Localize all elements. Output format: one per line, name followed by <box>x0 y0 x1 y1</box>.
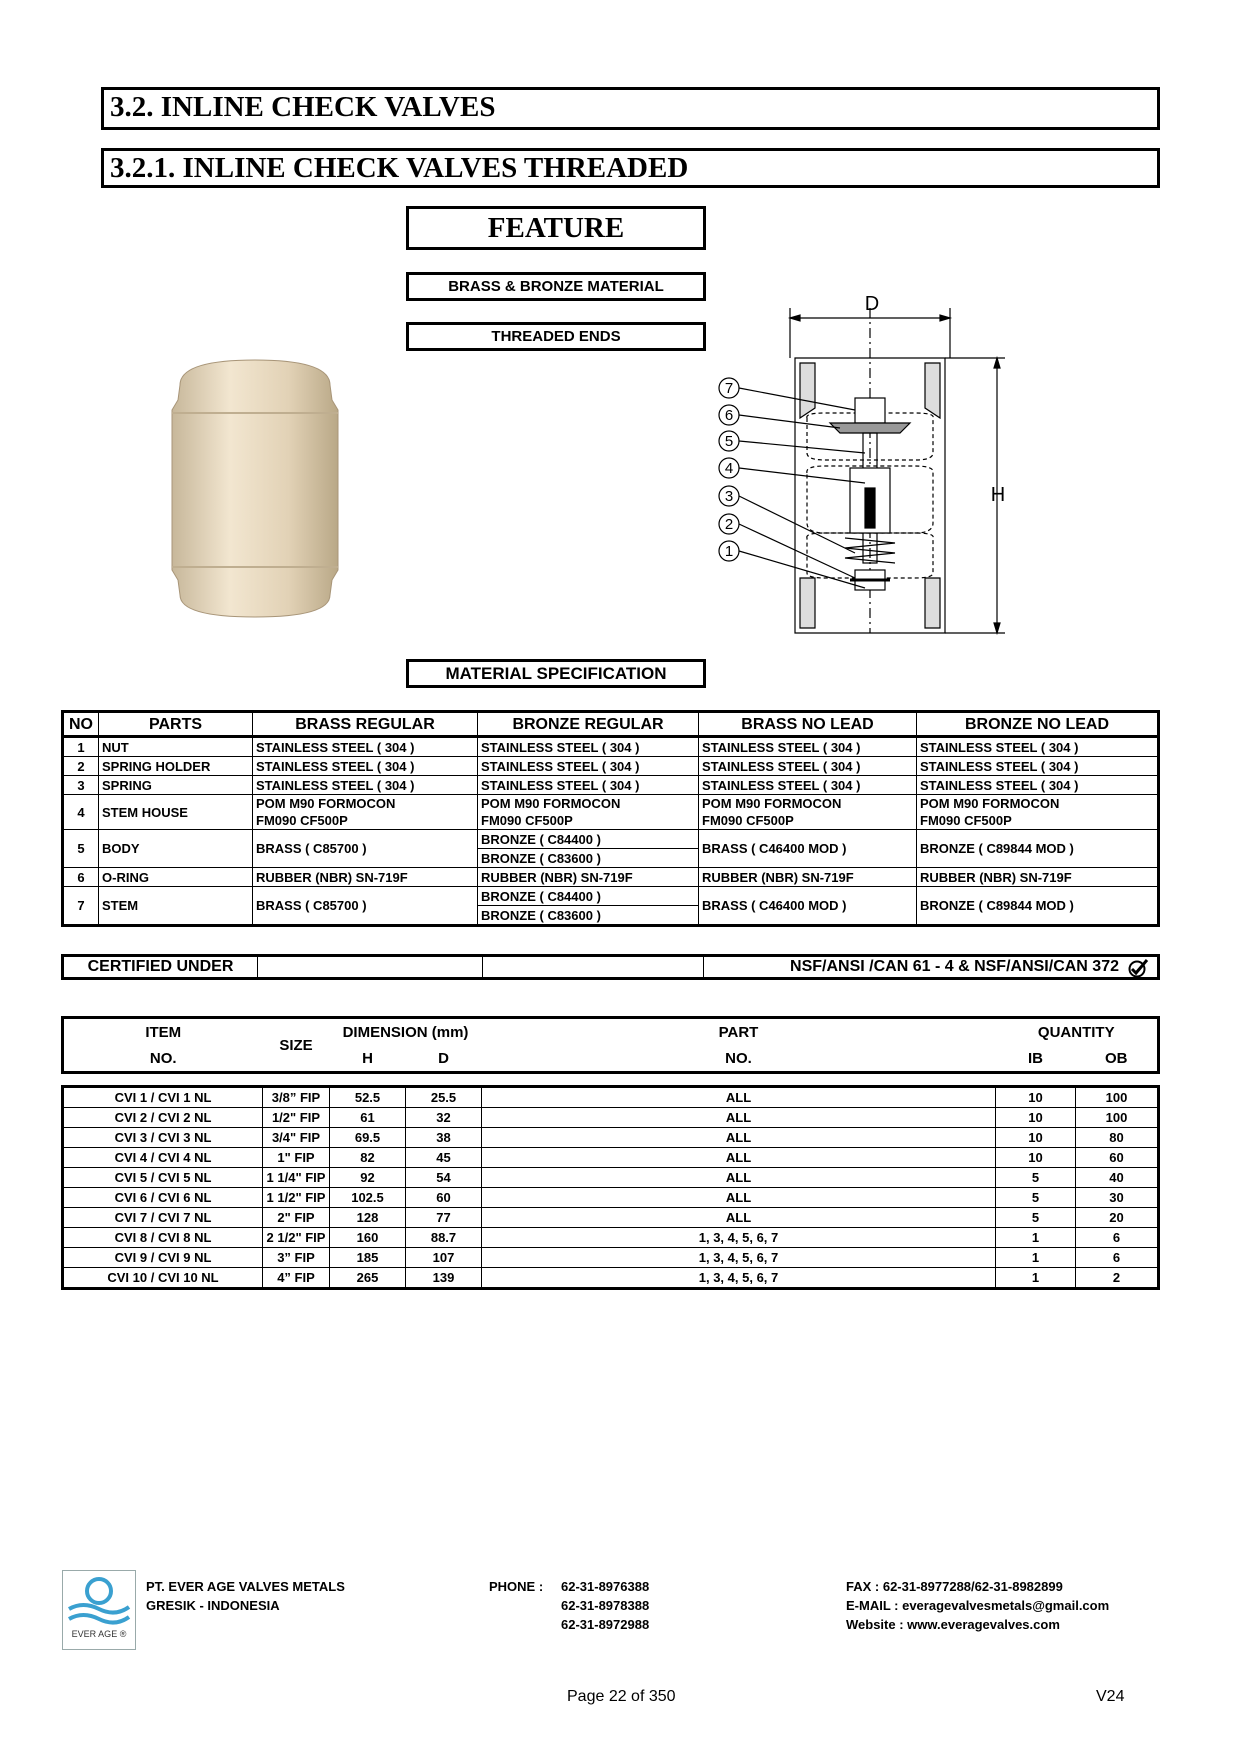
col-header-part: PART <box>718 1023 759 1041</box>
table-row: BRONZE ( C83600 ) <box>63 906 1159 926</box>
col-header-quantity: QUANTITY <box>1037 1023 1115 1041</box>
col-header-bronze-no-lead: BRONZE NO LEAD <box>917 712 1159 737</box>
phone-block <box>489 1577 649 1634</box>
section-heading: 3.2. INLINE CHECK VALVES <box>101 87 1160 130</box>
certified-label: CERTIFIED UNDER <box>63 956 258 979</box>
callout-7: 7 <box>724 380 734 397</box>
callout-2: 2 <box>724 516 734 533</box>
phone-number: 62-31-8972988 <box>561 1617 650 1632</box>
table-row: 3 SPRING STAINLESS STEEL ( 304 ) STAINLESS STEEL ( 304 ) STAINLESS STEEL ( 304 ) STAINLESS STEEL ( 304 ) <box>63 776 1159 795</box>
callout-3: 3 <box>724 488 734 505</box>
col-header-part-no: NO. <box>725 1049 752 1067</box>
col-header-item: ITEM <box>145 1023 182 1041</box>
col-header-item-no: NO. <box>149 1049 177 1067</box>
table-row: 7 STEM BRASS ( C85700 ) BRONZE ( C84400 ) BRASS ( C46400 MOD ) BRONZE ( C89844 MOD ) <box>63 887 1159 906</box>
dimension-d-label: D <box>864 293 880 315</box>
table-row: CVI 2 / CVI 2 NL 1/2" FIP 61 32 ALL 10 100 <box>63 1108 1159 1128</box>
col-header-brass-regular: BRASS REGULAR <box>253 712 478 737</box>
wave-logo-icon <box>63 1571 135 1629</box>
contact-block <box>846 1577 1109 1634</box>
dimension-h-label: H <box>990 484 1006 506</box>
page-number: Page 22 of 350 <box>567 1688 676 1705</box>
company-info <box>146 1577 345 1615</box>
callout-1: 1 <box>724 543 734 560</box>
callout-6: 6 <box>724 407 734 424</box>
table-row: 6 O-RING RUBBER (NBR) SN-719F RUBBER (NBR) SN-719F RUBBER (NBR) SN-719F RUBBER (NBR) SN-719F <box>63 868 1159 887</box>
email-link[interactable]: E-MAIL : everagevalvesmetals@gmail.com <box>846 1598 1110 1613</box>
callout-5: 5 <box>724 433 734 450</box>
table-row: 2 SPRING HOLDER STAINLESS STEEL ( 304 ) STAINLESS STEEL ( 304 ) STAINLESS STEEL ( 304 ) STAINLESS STEEL ( 304 ) <box>63 757 1159 776</box>
col-header-brass-no-lead: BRASS NO LEAD <box>699 712 917 737</box>
company-name: PT. EVER AGE VALVES METALS <box>146 1579 345 1594</box>
company-logo <box>62 1570 136 1650</box>
table-row: BRONZE ( C83600 ) <box>63 849 1159 868</box>
table-row: CVI 5 / CVI 5 NL 1 1/4" FIP 92 54 ALL 5 40 <box>63 1168 1159 1188</box>
col-header-size: SIZE <box>279 1036 313 1054</box>
feature-item-material: BRASS & BRONZE MATERIAL <box>406 272 706 301</box>
table-row: CVI 9 / CVI 9 NL 3” FIP 185 107 1, 3, 4, 5, 6, 7 1 6 <box>63 1248 1159 1268</box>
subsection-heading: 3.2.1. INLINE CHECK VALVES THREADED <box>101 148 1160 188</box>
material-spec-table <box>61 710 1160 927</box>
certification-row <box>61 954 1160 980</box>
col-header-dimension: DIMENSION (mm) <box>342 1023 469 1041</box>
table-row: CVI 7 / CVI 7 NL 2" FIP 128 77 ALL 5 20 <box>63 1208 1159 1228</box>
col-header-ib: IB <box>1028 1049 1043 1067</box>
logo-text: EVER AGE ® <box>71 1629 127 1639</box>
col-header-d: D <box>438 1049 449 1067</box>
phone-label: PHONE : <box>489 1579 544 1594</box>
check-icon <box>1127 958 1149 978</box>
table-row: 1 NUT STAINLESS STEEL ( 304 ) STAINLESS STEEL ( 304 ) STAINLESS STEEL ( 304 ) STAINLESS STEEL ( 304 ) <box>63 737 1159 757</box>
col-header-h: H <box>362 1049 373 1067</box>
phone-number: 62-31-8976388 <box>561 1579 650 1594</box>
callout-4: 4 <box>724 460 734 477</box>
version-label: V24 <box>1096 1688 1125 1705</box>
table-row: CVI 6 / CVI 6 NL 1 1/2" FIP 102.5 60 ALL 5 30 <box>63 1188 1159 1208</box>
valve-product-photo <box>160 355 350 625</box>
dimension-table <box>61 1085 1160 1290</box>
certified-value: NSF/ANSI /CAN 61 - 4 & NSF/ANSI/CAN 372 <box>704 956 1159 979</box>
col-header-parts: PARTS <box>99 712 253 737</box>
col-header-bronze-regular: BRONZE REGULAR <box>478 712 699 737</box>
company-location: GRESIK - INDONESIA <box>146 1598 280 1613</box>
col-header-no: NO <box>63 712 99 737</box>
table-row: CVI 8 / CVI 8 NL 2 1/2" FIP 160 88.7 1, 3, 4, 5, 6, 7 1 6 <box>63 1228 1159 1248</box>
table-row: CVI 4 / CVI 4 NL 1" FIP 82 45 ALL 10 60 <box>63 1148 1159 1168</box>
valve-cross-section-diagram <box>715 288 1015 638</box>
table-row: CVI 10 / CVI 10 NL 4” FIP 265 139 1, 3, 4, 5, 6, 7 1 2 <box>63 1268 1159 1289</box>
phone-number: 62-31-8978388 <box>561 1598 650 1613</box>
dimension-header-table <box>61 1016 1160 1074</box>
table-row: 4 STEM HOUSE POM M90 FORMOCON FM090 CF500P POM M90 FORMOCON FM090 CF500P POM M90 FORMOCON FM090 CF500P POM M90 FORMOCON FM090 CF500P <box>63 795 1159 830</box>
col-header-ob: OB <box>1105 1049 1128 1067</box>
website-link[interactable]: Website : www.everagevalves.com <box>846 1617 1060 1632</box>
table-row: CVI 1 / CVI 1 NL 3/8” FIP 52.5 25.5 ALL 10 100 <box>63 1087 1159 1108</box>
feature-item-threaded: THREADED ENDS <box>406 322 706 351</box>
fax-number: FAX : 62-31-8977288/62-31-8982899 <box>846 1579 1063 1594</box>
feature-title: FEATURE <box>406 206 706 250</box>
table-row: CVI 3 / CVI 3 NL 3/4" FIP 69.5 38 ALL 10 80 <box>63 1128 1159 1148</box>
table-header-row <box>63 712 1159 737</box>
table-row: 5 BODY BRASS ( C85700 ) BRONZE ( C84400 ) BRASS ( C46400 MOD ) BRONZE ( C89844 MOD ) <box>63 830 1159 849</box>
material-spec-title: MATERIAL SPECIFICATION <box>406 659 706 688</box>
